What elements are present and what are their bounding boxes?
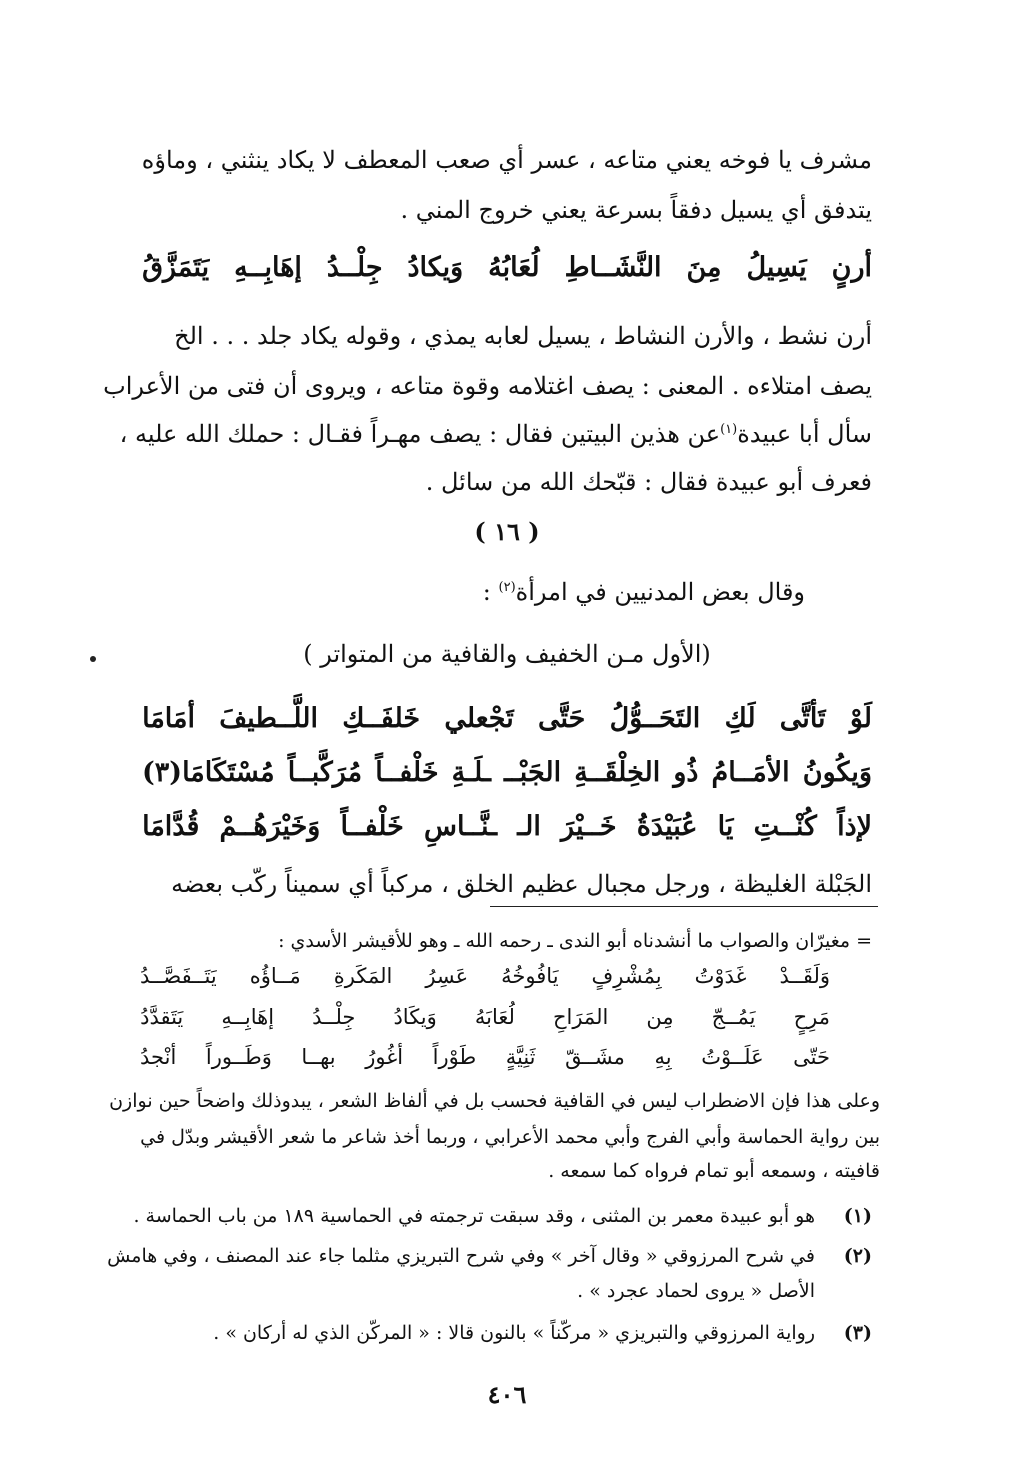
verse-word: خَلفَــكِ (342, 703, 421, 734)
verse-word: وَيكَادُ (393, 1005, 437, 1029)
verse-word: التَحَــوُّلُ (609, 703, 701, 734)
footnote-number: (١) (843, 1205, 872, 1227)
paragraph-line: فعرف أبو عبيدة فقال : قبّحك الله من سائل . (425, 468, 872, 496)
paragraph-line: مشرف يا فوخه يعني متاعه ، عسر أي صعب المعطف لا يكاد ينثني ، وماؤه (141, 146, 872, 174)
verse-word: الجَبْــ (503, 757, 562, 788)
poem-line (142, 703, 872, 734)
verse-word: مُرَكَّبــاً (287, 757, 363, 788)
footnote-text: هو أبو عبيدة معمر بن المثنى ، وقد سبقت ترجمته في الحماسية ١٨٩ من باب الحماسة . (133, 1205, 815, 1227)
section-number: ( ١٦ ) (474, 517, 540, 546)
verse-word: أمَامَا (142, 703, 195, 734)
verse-word: أرنٍ (831, 252, 872, 283)
paragraph-line (119, 420, 872, 448)
verse-word: خَلْفــاً (375, 757, 439, 788)
footnote-verse (140, 1045, 830, 1069)
verse-word: يَا (717, 811, 734, 842)
margin-dot (90, 656, 96, 662)
verse-word: يَسِيلُ (746, 252, 807, 283)
paragraph-line: الجَبْلة الغليظة ، ورجل مجبال عظيم الخلق ، مركباً أي سميناً ركّب بعضه (171, 870, 872, 898)
verse-word: ـنَّــاسِ (424, 811, 498, 842)
verse-word: يَتَمَزَّقُ (142, 252, 210, 283)
paragraph-text: عن هذين البيتين فقال : يصف مهـراً فقـال : حملك الله عليه ، (119, 420, 721, 448)
footnote-ref: (٢) (498, 580, 516, 595)
verse-word: مُسْتَكَامَا(٣) (142, 757, 275, 788)
verse-word: النَّشَــاطِ (564, 252, 662, 283)
verse-word: وَيكُونُ (802, 757, 872, 788)
verse-word: اللَّــطيفَ (219, 703, 318, 734)
verse-word: الـ (517, 811, 541, 842)
verse-word: جِلْــدُ (312, 1005, 356, 1029)
verse-word: وَطَــوراً (205, 1045, 272, 1069)
verse-word: تَأتَّى (779, 703, 826, 734)
verse-word: لَكِ (724, 703, 756, 734)
footnote-number: (٢) (843, 1245, 872, 1267)
verse-word: وَيكادُ (407, 252, 464, 283)
verse-word: مَرِحٍ (793, 1005, 830, 1029)
intro-text: : (482, 578, 499, 606)
verse-word: مِن (646, 1005, 674, 1029)
poem-line (142, 811, 872, 842)
footnote-continuation: = مغيرّان والصواب ما أنشدناه أبو الندى ـ رحمه الله ـ وهو للأقيشر الأسدي : (278, 930, 872, 952)
verse-word: وَلَقَــدْ (779, 964, 830, 988)
verse-word: مَــاؤُه (249, 964, 301, 988)
verse-word: قُدَّامَا (142, 811, 200, 842)
verse-line (142, 252, 872, 283)
verse-word: لَوْ (849, 703, 872, 734)
verse-word: غَدَوْتُ (694, 964, 747, 988)
verse-word: يَافُوخُهُ (501, 964, 559, 988)
paragraph-text: سأل أبا عبيدة (737, 420, 872, 448)
verse-word: مشَــقّ (565, 1045, 625, 1069)
verse-word: مِنَ (686, 252, 722, 283)
verse-word: بِمُشْرِفٍ (591, 964, 662, 988)
verse-word: الخِلْقَــةِ (574, 757, 661, 788)
verse-word: يَتَقدَّدُ (140, 1005, 184, 1029)
footnote-text: رواية المرزوقي والتبريزي « مركّناً » بالنون قالا : « المركّن الذي له أركان » . (213, 1322, 815, 1344)
footnote-verse (140, 1005, 830, 1029)
verse-word: ـلَـةِ (451, 757, 491, 788)
footnote-line: وعلى هذا فإن الاضطراب ليس في القافية فحسب بل في ألفاظ الشعر ، يبدوذلك واضحاً حين نوازن (109, 1090, 880, 1112)
verse-word: حَتّى (793, 1045, 830, 1069)
verse-word: أنْجدُ (140, 1045, 177, 1069)
verse-word: عُبَيْدَةُ (636, 811, 698, 842)
verse-word: لإذاً (837, 811, 872, 842)
footnote-text: الأصل « يروى لحماد عجرد » . (577, 1280, 815, 1302)
verse-word: جِلْــدُ (326, 252, 383, 283)
poem-intro (75, 578, 805, 606)
verse-word: ذُو (673, 757, 699, 788)
verse-word: إهَابِــهِ (221, 1005, 275, 1029)
footnote-line: قافيته ، وسمعه أبو تمام فرواه كما سمعه . (548, 1160, 880, 1182)
page-number: ٤٠٦ (487, 1380, 527, 1409)
verse-word: لُعَابَهُ (474, 1005, 515, 1029)
verse-word: ثَنِيَّةٍ (505, 1045, 536, 1069)
verse-word: يَتَــفَصَّــدُ (140, 964, 217, 988)
footnote-number: (٣) (843, 1322, 872, 1344)
verse-word: يَمُــجّ (711, 1005, 756, 1029)
poem-line (142, 757, 872, 788)
footnote-verse (140, 964, 830, 988)
verse-word: المَرَاحِ (552, 1005, 609, 1029)
verse-word: حَتَّى (538, 703, 586, 734)
verse-word: بِهِ (654, 1045, 672, 1069)
intro-text: وقال بعض المدنيين في امرأة (515, 578, 805, 606)
verse-word: المَكَرةِ (333, 964, 393, 988)
verse-word: عَلَــوْتُ (701, 1045, 764, 1069)
verse-word: تَجْعلي (444, 703, 514, 734)
verse-word: عَسِرُ (425, 964, 469, 988)
footnote-text: في شرح المرزوقي « وقال آخر » وفي شرح التبريزي مثلما جاء عند المصنف ، وفي هامش (107, 1245, 815, 1267)
verse-word: أغُورُ (365, 1045, 404, 1069)
paragraph-line: يتدفق أي يسيل دفقاً بسرعة يعني خروج المني . (400, 196, 872, 224)
verse-word: كُنْــتِ (753, 811, 817, 842)
verse-word: بهــا (301, 1045, 336, 1069)
verse-word: وَخَيْرَهُــمْ (219, 811, 321, 842)
verse-word: طَوْراً (432, 1045, 477, 1069)
verse-word: لُعَابُهُ (488, 252, 540, 283)
meter-label: (الأول مـن الخفيف والقافية من المتواتر ) (303, 640, 711, 668)
footnote-ref: (١) (720, 422, 738, 437)
paragraph-line: أرن نشط ، والأرن النشاط ، يسيل لعابه يمذي ، وقوله يكاد جلد . . . الخ (174, 322, 872, 350)
verse-word: خَــيْرَ (561, 811, 617, 842)
verse-word: خَلْفــاً (340, 811, 404, 842)
footnote-separator (490, 906, 878, 907)
verse-word: الأمَــامُ (711, 757, 790, 788)
paragraph-line: يصف امتلاءه . المعنى : يصف اغتلامه وقوة متاعه ، ويروى أن فتى من الأعراب (103, 372, 872, 400)
footnote-line: بين رواية الحماسة وأبي الفرج وأبي محمد الأعرابي ، وربما أخذ شاعر ما شعر الأقيشر وبدّل في (140, 1126, 880, 1148)
verse-word: إهَابِــهِ (234, 252, 302, 283)
